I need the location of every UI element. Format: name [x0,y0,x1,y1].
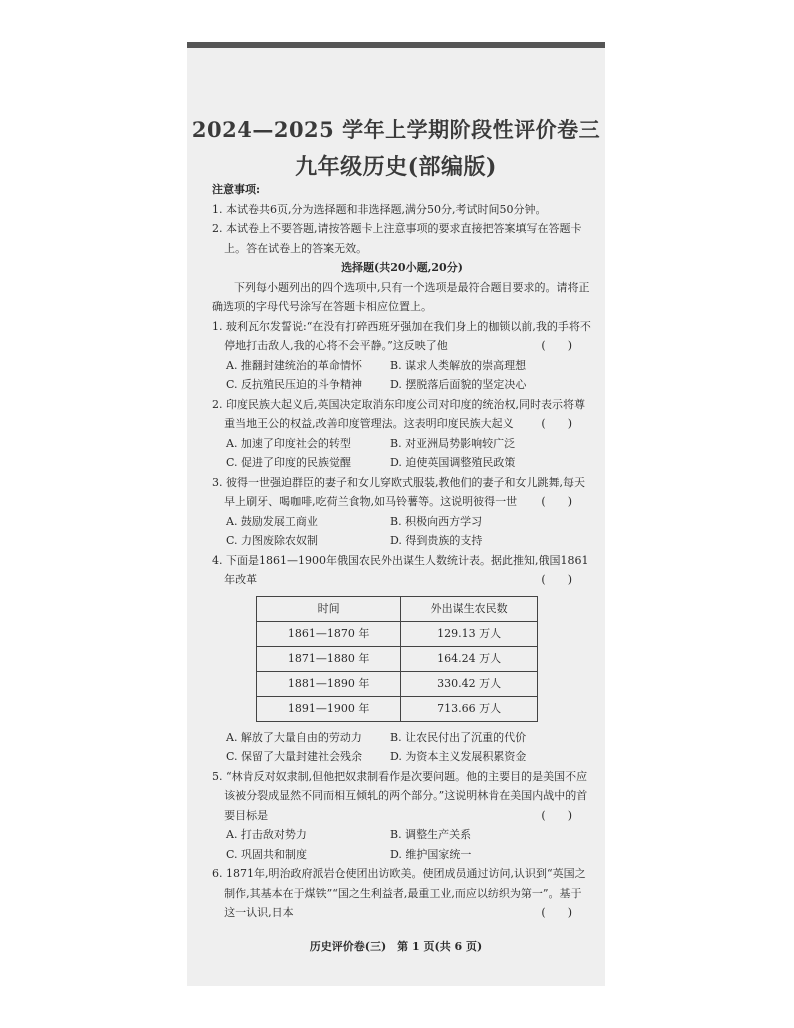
question-1 [212,317,592,356]
question-2 [212,395,592,434]
table-cell: 1861—1870 年 [257,621,401,646]
question-3 [212,473,592,512]
option-b: B. 积极向西方学习 [390,514,483,528]
question-4-options [212,728,592,767]
scan-edge [187,42,605,48]
question-2-options [212,434,592,473]
option-a: A. 推翻封建统治的革命情怀 [226,358,362,372]
question-stem: 6. 1871年,明治政府派岩仓使团出访欧美。使团成员通过访问,认识到“英国之制作,其基本在于煤铁”“国之生利益者,最重工业,而应以纺织为第一”。基于这一认识,日本 [212,867,586,919]
exam-body [212,180,592,923]
table-row [257,696,538,721]
table-header-row [257,596,538,621]
option-b: B. 谋求人类解放的崇高理想 [390,358,527,372]
option-d: D. 为资本主义发展积累资金 [390,750,527,763]
option-c: C. 促进了印度的民族觉醒 [226,456,352,469]
answer-paren: ( ) [541,417,572,430]
table-cell: 713.66 万人 [401,696,538,721]
answer-paren: ( ) [541,495,572,508]
question-stem: 2. 印度民族大起义后,英国决定取消东印度公司对印度的统治权,同时表示将尊重当地王公的权益,改善印度管理法。这表明印度民族大起义 [212,397,585,430]
question-1-options [212,356,592,395]
notice-item: 1. 本试卷共6页,分为选择题和非选择题,满分50分,考试时间50分钟。 [212,202,547,216]
question-5-options [212,825,592,864]
statistics-table [256,596,538,722]
option-b: B. 让农民付出了沉重的代价 [390,730,527,744]
option-d: D. 得到贵族的支持 [390,534,483,547]
question-stem: 5. “林肯反对奴隶制,但他把奴隶制看作是次要问题。他的主要目的是美国不应该被分裂成显然不同而相互倾轧的两个部分。”这说明林肯在美国内战中的首要目标是 [212,769,588,822]
table-row [257,621,538,646]
option-a: A. 解放了大量自由的劳动力 [226,730,362,744]
question-3-options [212,512,592,551]
option-b: B. 对亚洲局势影响较广泛 [390,436,516,450]
option-c: C. 反抗殖民压迫的斗争精神 [226,378,363,391]
option-c: C. 保留了大量封建社会残余 [226,750,363,763]
page-footer: 历史评价卷(三) 第 1 页(共 6 页) [309,940,483,953]
question-stem: 4. 下面是1861—1900年俄国农民外出谋生人数统计表。据此推知,俄国1861年改革 [212,553,589,586]
table-cell: 1871—1880 年 [257,646,401,671]
question-6 [212,864,592,923]
question-4 [212,551,592,590]
table-cell: 330.42 万人 [401,671,538,696]
question-5 [212,767,592,826]
option-c: C. 力图废除农奴制 [226,534,319,547]
section-title: 选择题(共20小题,20分) [341,261,463,274]
table-row [257,671,538,696]
option-a: A. 鼓励发展工商业 [226,514,318,528]
table-header: 时间 [257,596,401,621]
option-a: A. 加速了印度社会的转型 [226,436,351,450]
exam-title: 2024—2025 学年上学期阶段性评价卷三 [191,117,601,142]
option-d: D. 摆脱落后面貌的坚定决心 [390,378,527,391]
exam-subtitle: 九年级历史(部编版) [295,154,497,180]
table-row [257,646,538,671]
table-cell: 1891—1900 年 [257,696,401,721]
answer-paren: ( ) [541,339,572,352]
section-instruction: 下列每小题列出的四个选项中,只有一个选项是最符合题目要求的。请将正确选项的字母代号涂写在答题卡相应位置上。 [212,280,590,313]
option-d: D. 维护国家统一 [390,847,472,861]
question-stem: 1. 玻利瓦尔发誓说:“在没有打碎西班牙强加在我们身上的枷锁以前,我的手将不停地打击敌人,我的心将不会平静。”这反映了他 [212,319,591,352]
option-a: A. 打击敌对势力 [226,828,307,841]
notice-item: 2. 本试卷上不要答题,请按答题卡上注意事项的要求直接把答案填写在答题卡上。答在试卷上的答案无效。 [212,222,582,255]
table-cell: 1881—1890 年 [257,671,401,696]
answer-paren: ( ) [541,906,572,919]
option-c: C. 巩固共和制度 [226,847,308,861]
notice-title: 注意事项: [212,183,261,196]
table-header: 外出谋生农民数 [401,596,538,621]
question-stem: 3. 彼得一世强迫群臣的妻子和女儿穿欧式服装,教他们的妻子和女儿跳舞,每天早上刷牙、喝咖啡,吃荷兰食物,如马铃薯等。这说明彼得一世 [212,475,585,508]
option-d: D. 迫使英国调整殖民政策 [390,456,516,469]
table-cell: 129.13 万人 [401,621,538,646]
exam-sheet [187,42,605,986]
answer-paren: ( ) [541,573,572,586]
option-b: B. 调整生产关系 [390,828,472,841]
table-cell: 164.24 万人 [401,646,538,671]
answer-paren: ( ) [541,808,572,822]
